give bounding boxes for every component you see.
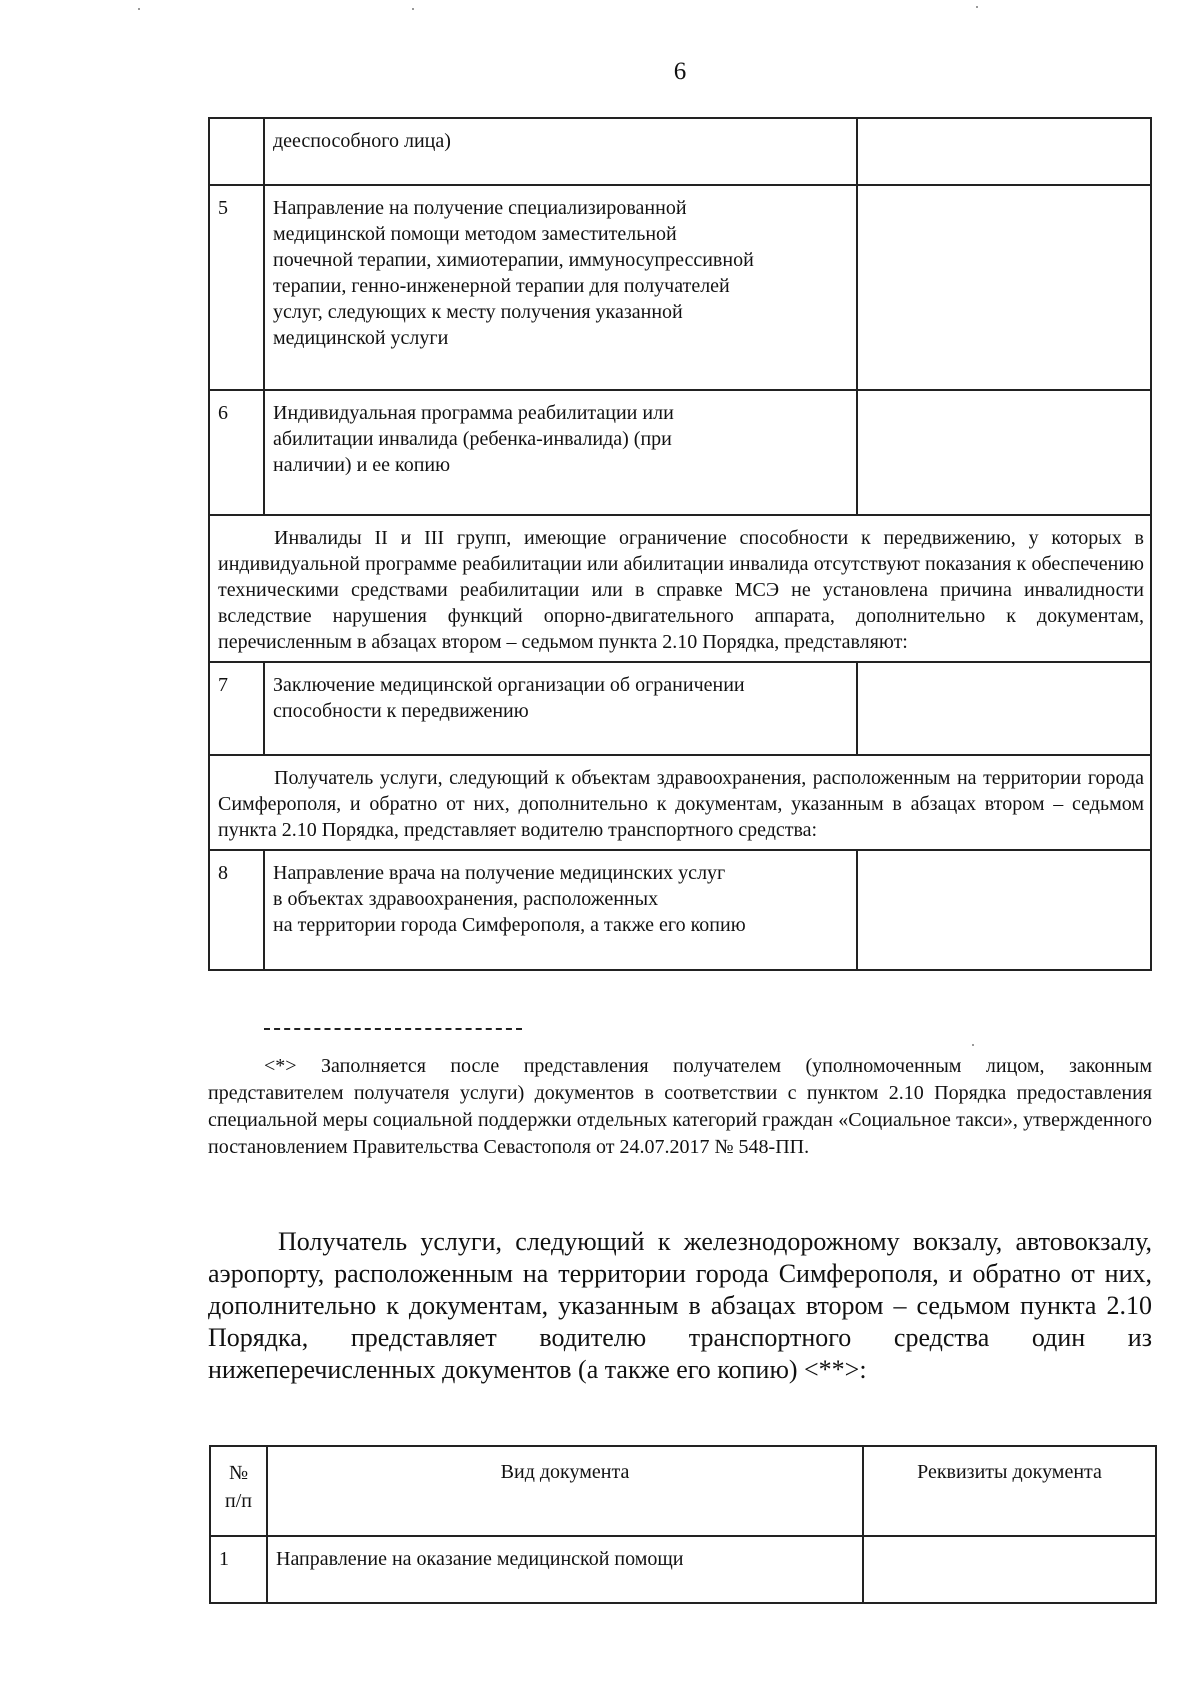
column-header-number-line: п/п — [225, 1490, 252, 1512]
document-type-line: Направление врача на получение медицинских услуг — [273, 862, 726, 884]
body-paragraph — [208, 1226, 1152, 1386]
row-number — [209, 118, 264, 185]
table-row — [209, 185, 1151, 390]
category-note — [209, 515, 1151, 662]
document-requisites-cell — [857, 850, 1151, 970]
scan-speck — [976, 6, 978, 8]
category-note — [209, 755, 1151, 850]
document-type-cell — [264, 390, 857, 515]
document-type-line: Заключение медицинской организации об ограничении — [273, 674, 745, 696]
footnote-separator — [264, 1028, 522, 1030]
document-type-cell — [264, 118, 857, 185]
column-header-document-type: Вид документа — [267, 1446, 863, 1536]
document-type-line: дееспособного лица) — [273, 130, 451, 152]
table-note-row — [209, 515, 1151, 662]
document-type-line: в объектах здравоохранения, расположенных — [273, 888, 659, 910]
table-row — [209, 662, 1151, 755]
document-type-line: абилитации инвалида (ребенка-инвалида) (при — [273, 428, 672, 450]
row-number: 8 — [209, 850, 264, 970]
table-row — [209, 118, 1151, 185]
document-requisites-cell — [857, 390, 1151, 515]
documents-table — [209, 1445, 1157, 1604]
footnote — [208, 1053, 1152, 1161]
document-type-line: терапии, генно-инженерной терапии для получателей — [273, 275, 730, 297]
document-type-line: медицинской помощи методом заместительной — [273, 223, 677, 245]
documents-table-continued — [208, 117, 1152, 971]
document-type-line: на территории города Симферополя, а также его копию — [273, 914, 746, 936]
scan-speck — [412, 8, 414, 10]
document-requisites-cell — [863, 1536, 1156, 1603]
document-type-cell — [264, 185, 857, 390]
table-note-row — [209, 755, 1151, 850]
column-header-number — [210, 1446, 267, 1536]
footnote-text: <*> Заполняется после представления получателем (уполномоченным лицом, законным представителем получателя услуги) документов в соответствии с пунктом 2.10 Порядка предоставления специальной меры социальной поддержки отдельных категорий граждан «Социальное такси», утвержденного постановлением Правительства Севастополя от 24.07.2017 № 548-ПП. — [208, 1055, 1152, 1158]
document-requisites-cell — [857, 118, 1151, 185]
document-type-line: почечной терапии, химиотерапии, иммуносупрессивной — [273, 249, 754, 271]
scan-speck — [138, 8, 140, 10]
row-number: 7 — [209, 662, 264, 755]
document-type-line: Направление на получение специализированной — [273, 197, 687, 219]
column-header-requisites: Реквизиты документа — [863, 1446, 1156, 1536]
row-number: 1 — [210, 1536, 267, 1603]
table-row — [210, 1536, 1156, 1603]
table-row — [209, 390, 1151, 515]
document-type-line: способности к передвижению — [273, 700, 529, 722]
table-row — [209, 850, 1151, 970]
category-note-text: Получатель услуги, следующий к объектам здравоохранения, расположенным на территории города Симферополя, и обратно от них, дополнительно к документам, указанным в абзацах втором – седьмом пункта 2.10 Порядка, представляет водителю транспортного средства: — [218, 767, 1144, 841]
document-type-line: медицинской услуги — [273, 327, 449, 349]
category-note-text: Инвалиды II и III групп, имеющие ограничение способности к передвижению, у которых в индивидуальной программе реабилитации или абилитации инвалида отсутствуют показания к обеспечению техническими средствами реабилитации или в справке МСЭ не установлена причина инвалидности вследствие нарушения функций опорно-двигательного аппарата, дополнительно к документам, перечисленным в абзацах втором – седьмом пункта 2.10 Порядка, представляют: — [218, 527, 1144, 653]
row-number: 5 — [209, 185, 264, 390]
column-header-number-line: № — [228, 1462, 249, 1484]
document-type-line: наличии) и ее копию — [273, 454, 451, 476]
scan-speck — [972, 1044, 974, 1046]
page-number: 6 — [673, 58, 687, 85]
row-number: 6 — [209, 390, 264, 515]
document-requisites-cell — [857, 662, 1151, 755]
document-type-line: услуг, следующих к месту получения указанной — [273, 301, 683, 323]
table-header-row — [210, 1446, 1156, 1536]
body-paragraph-text: Получатель услуги, следующий к железнодорожному вокзалу, автовокзалу, аэропорту, расположенным на территории города Симферополя, и обратно от них, дополнительно к документам, указанным в абзацах втором – седьмом пункта 2.10 Порядка, представляет водителю транспортного средства один из нижеперечисленных документов (а также его копию) <**>: — [208, 1227, 1152, 1384]
document-type-line: Индивидуальная программа реабилитации или — [273, 402, 674, 424]
document-type-cell — [264, 850, 857, 970]
document-requisites-cell — [857, 185, 1151, 390]
document-type-cell: Направление на оказание медицинской помощи — [267, 1536, 863, 1603]
document-type-cell — [264, 662, 857, 755]
